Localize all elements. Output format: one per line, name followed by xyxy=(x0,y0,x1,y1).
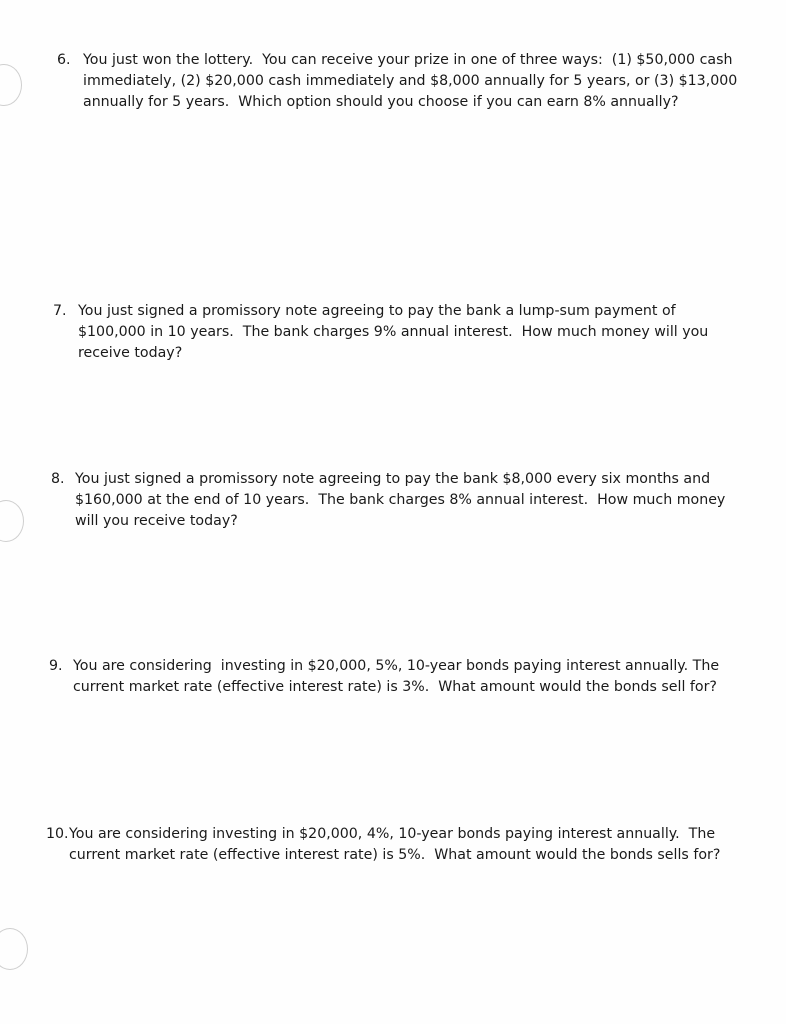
question-text-line: immediately, (2) $20,000 cash immediately and $8,000 annually for 5 years, or (3) $13,000 xyxy=(83,73,738,89)
question-text-line: will you receive today? xyxy=(75,513,238,529)
punch-hole-top xyxy=(0,64,22,106)
question-text-line: current market rate (effective interest rate) is 5%. What amount would the bonds sells for? xyxy=(69,847,721,863)
question-9 xyxy=(49,656,719,698)
question-number: 7. xyxy=(53,303,67,319)
question-8 xyxy=(51,469,725,532)
question-6 xyxy=(57,50,737,113)
question-text-line: current market rate (effective interest rate) is 3%. What amount would the bonds sell for? xyxy=(73,679,717,695)
question-text-line: $160,000 at the end of 10 years. The bank charges 8% annual interest. How much money xyxy=(75,492,726,508)
question-text-line: You are considering investing in $20,000, 5%, 10-year bonds paying interest annually. The xyxy=(73,658,720,674)
question-text-line: annually for 5 years. Which option should you choose if you can earn 8% annually? xyxy=(83,94,679,110)
question-number: 9. xyxy=(49,658,63,674)
question-number: 6. xyxy=(57,52,71,68)
punch-hole-bottom xyxy=(0,928,28,970)
punch-hole-middle xyxy=(0,500,24,542)
question-number: 8. xyxy=(51,471,65,487)
question-text-line: You are considering investing in $20,000, 4%, 10-year bonds paying interest annually. The xyxy=(69,826,716,842)
question-text-line: $100,000 in 10 years. The bank charges 9% annual interest. How much money will you xyxy=(78,324,709,340)
question-text-line: You just signed a promissory note agreeing to pay the bank $8,000 every six months and xyxy=(75,471,711,487)
question-text-line: receive today? xyxy=(78,345,183,361)
question-text-line: You just won the lottery. You can receive your prize in one of three ways: (1) $50,000 cash xyxy=(83,52,733,68)
question-number: 10. xyxy=(46,826,69,842)
question-10 xyxy=(46,824,720,866)
question-7 xyxy=(53,301,708,364)
question-text-line: You just signed a promissory note agreeing to pay the bank a lump-sum payment of xyxy=(78,303,676,319)
